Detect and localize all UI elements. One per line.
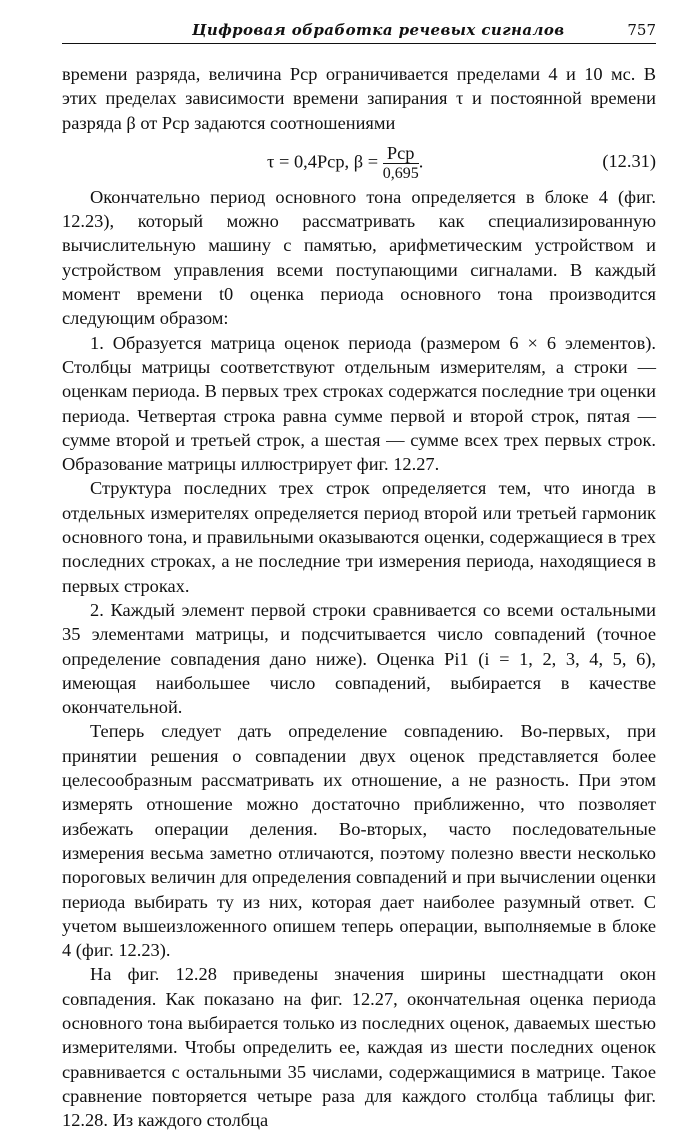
paragraph: На фиг. 12.28 приведены значения ширины шестнадцати окон совпадения. Как показано на фиг. 12.27, окончательная оценка периода основного тона выбирается только из последних оценок, даваемых шестью измерителями. Чтобы определить ее, каждая из шести последних оценок сравнивается с остальными 35 числами, содержащимися в матрице. Такое сравнение повторяется четыре раза для каждого столбца таблицы фиг. 12.28. Из каждого столбца (62, 964, 656, 1131)
paragraph: 1. Образуется матрица оценок периода (размером 6 × 6 элементов). Столбцы матрицы соответствуют отдельным измерителям, а строки — оценкам периода. В первых трех строках содержатся последние три оценки периода. Четвертая строка равна сумме первой и второй строк, пятая — сумме второй и третьей строк, а шестая — сумме всех трех первых строк. Образование матрицы иллюстрирует фиг. 12.27. (62, 332, 656, 475)
equation-12-31 (62, 137, 656, 181)
paragraph: 2. Каждый элемент первой строки сравнивается со всеми остальными 35 элементами матрицы, и подсчитывается число совпадений (точное определение совпадения дано ниже). Оценка Pi1 (i = 1, 2, 3, 4, 5, 6), имеющая наибольшее число совпадений, выбирается в качестве окончательной. (62, 599, 656, 718)
paragraph: Структура последних трех строк определяется тем, что иногда в отдельных измерителях определяется период второй или третьей гармоник основного тона, и правильными оказываются оценки, содержащиеся в трех последних строках, а не последние три измерения периода, находящиеся в первых строках. (62, 478, 656, 596)
page-body (62, 62, 656, 1132)
fraction-denominator: 0,695 (382, 164, 419, 182)
paragraph: Окончательно период основного тона определяется в блоке 4 (фиг. 12.23), который можно рассматривать как специализированную вычислительную машину с памятью, арифметическим устройством и устройством управления всеми поступающими сигналами. В каждый момент времени t0 оценка периода основного тона производится следующим образом: (62, 186, 656, 329)
page-number: 757 (627, 21, 656, 39)
equation-tail: . (418, 151, 424, 172)
equation-beta: β = (353, 151, 379, 172)
equation-fraction (383, 143, 419, 184)
running-title: Цифровая обработка речевых сигналов (192, 21, 565, 39)
equation-lhs: τ = 0,4Pср, (267, 151, 350, 172)
paragraph: Теперь следует дать определение совпадению. Во-первых, при принятии решения о совпадении двух оценок представляется более целесообразным рассматривать их отношение, а не разность. При этом измерять отношение можно достаточно приближенно, что позволяет избежать операции деления. Во-вторых, часто последовательные измерения весьма заметно отличаются, поэтому полезно ввести несколько пороговых величин для определения совпадений и при вычислении оценки периода выбирать ту из них, которая дает наиболее разумный ответ. С учетом вышеизложенного опишем теперь операции, выполняемые в блоке 4 (фиг. 12.23). (62, 721, 656, 961)
equation-expression (267, 143, 423, 184)
running-header (62, 21, 656, 44)
equation-number: (12.31) (602, 150, 656, 171)
paragraph: времени разряда, величина Pср ограничивается пределами 4 и 10 мс. В этих пределах зависимости времени запирания τ и постоянной времени разряда β от Pср задаются соотношениями (62, 64, 656, 133)
fraction-numerator: Pср (383, 143, 419, 164)
